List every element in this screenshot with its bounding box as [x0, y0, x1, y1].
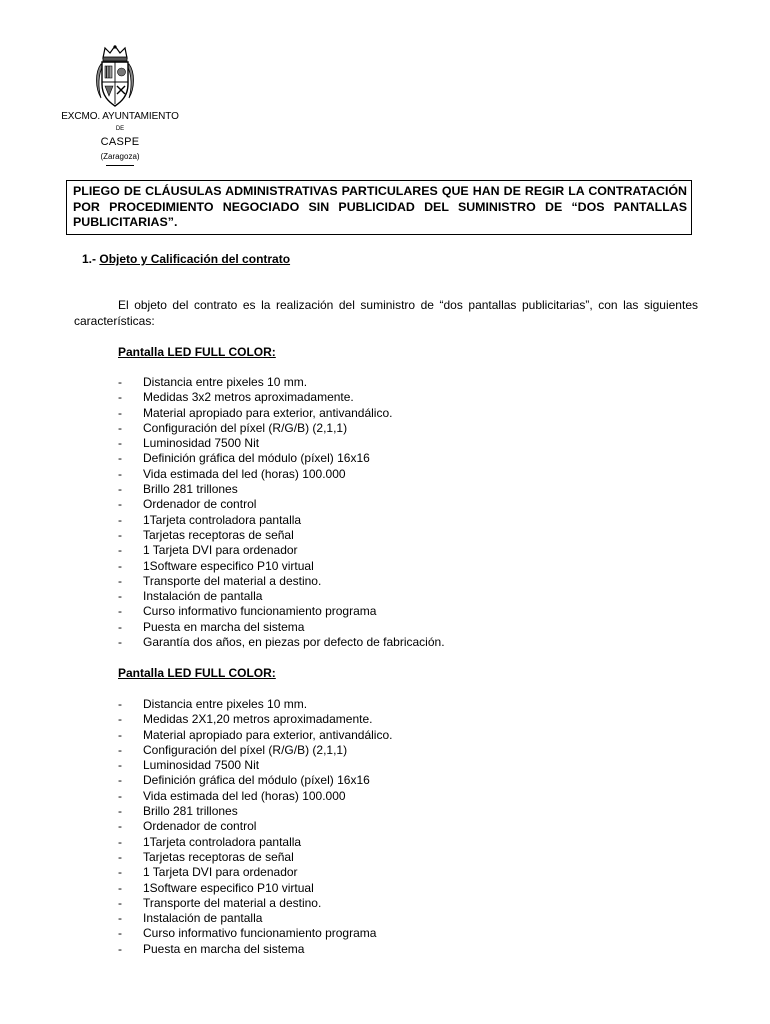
list-item-text: Distancia entre pixeles 10 mm.	[143, 697, 308, 711]
bullet-dash: -	[118, 482, 122, 497]
bullet-dash: -	[118, 375, 122, 389]
bullet-dash: -	[118, 619, 122, 634]
bullet-dash: -	[118, 697, 122, 711]
bullet-dash: -	[118, 804, 122, 819]
list-item-text: Curso informativo funcionamiento programa	[143, 604, 377, 619]
bullet-dash: -	[118, 865, 122, 880]
list-item-text: Configuración del píxel (R/G/B) (2,1,1)	[143, 742, 348, 757]
list-item	[118, 467, 445, 482]
list-item	[118, 559, 445, 574]
list-item-text: Tarjetas receptoras de señal	[143, 849, 294, 864]
list-item	[118, 743, 392, 758]
list-item-text: 1Tarjeta controladora pantalla	[143, 834, 302, 849]
bullet-dash: -	[118, 742, 122, 757]
org-name: EXCMO. AYUNTAMIENTO	[61, 111, 179, 122]
list-item-text: Ordenador de control	[143, 819, 257, 834]
list-item	[118, 728, 392, 743]
bullet-dash: -	[118, 911, 122, 926]
list-item-text: Vida estimada del led (horas) 100.000	[143, 788, 346, 803]
screen-1-heading: Pantalla LED FULL COLOR:	[118, 345, 276, 359]
list-item	[118, 635, 445, 650]
bullet-dash: -	[118, 604, 122, 619]
list-item	[118, 528, 445, 543]
list-item-text: Curso informativo funcionamiento programa	[143, 926, 377, 941]
bullet-dash: -	[118, 895, 122, 910]
list-item	[118, 497, 445, 512]
intro-paragraph: El objeto del contrato es la realización del suministro de “dos pantallas publicitarias”, con las siguientes características:	[74, 298, 698, 328]
org-preposition: DE	[115, 126, 125, 132]
list-item	[118, 543, 445, 558]
list-item-text: Puesta en marcha del sistema	[143, 941, 305, 956]
list-item	[118, 881, 392, 896]
list-item-text: Transporte del material a destino.	[143, 573, 322, 588]
list-item	[118, 712, 392, 727]
list-item	[118, 574, 445, 589]
bullet-dash: -	[118, 926, 122, 941]
bullet-dash: -	[118, 941, 122, 956]
list-item	[118, 697, 392, 712]
bullet-dash: -	[118, 436, 122, 451]
list-item	[118, 865, 392, 880]
list-item-text: 1Tarjeta controladora pantalla	[143, 512, 302, 527]
bullet-dash: -	[118, 390, 122, 405]
bullet-dash: -	[118, 635, 122, 650]
org-town: CASPE	[100, 136, 140, 148]
coat-of-arms-icon	[93, 44, 137, 108]
list-item-text: Puesta en marcha del sistema	[143, 619, 305, 634]
list-item-text: Tarjetas receptoras de señal	[143, 527, 294, 542]
list-item	[118, 589, 445, 604]
section-title: Objeto y Calificación del contrato	[99, 252, 291, 266]
bullet-dash: -	[118, 466, 122, 481]
list-item	[118, 819, 392, 834]
list-item-text: Instalación de pantalla	[143, 589, 263, 604]
bullet-dash: -	[118, 712, 122, 727]
bullet-dash: -	[118, 527, 122, 542]
list-item	[118, 896, 392, 911]
list-item-text: Ordenador de control	[143, 497, 257, 512]
list-item	[118, 835, 392, 850]
bullet-dash: -	[118, 758, 122, 773]
bullet-dash: -	[118, 773, 122, 788]
screen-1-spec-list	[118, 375, 445, 650]
list-item	[118, 758, 392, 773]
list-item	[118, 604, 445, 619]
list-item-text: Material apropiado para exterior, antivandálico.	[143, 727, 393, 742]
bullet-dash: -	[118, 727, 122, 742]
list-item	[118, 421, 445, 436]
list-item-text: Configuración del píxel (R/G/B) (2,1,1)	[143, 420, 348, 435]
screen-2-spec-list	[118, 697, 392, 957]
bullet-dash: -	[118, 543, 122, 558]
org-province: (Zaragoza)	[100, 152, 140, 161]
list-item	[118, 911, 392, 926]
list-item	[118, 850, 392, 865]
list-item-text: Instalación de pantalla	[143, 911, 263, 926]
list-item	[118, 451, 445, 466]
bullet-dash: -	[118, 497, 122, 512]
section-number: 1.-	[82, 252, 97, 266]
list-item	[118, 406, 445, 421]
list-item-text: Material apropiado para exterior, antivandálico.	[143, 405, 393, 420]
list-item-text: Luminosidad 7500 Nit	[143, 436, 260, 451]
list-item	[118, 789, 392, 804]
list-item-text: Medidas 3x2 metros aproximadamente.	[143, 390, 354, 405]
bullet-dash: -	[118, 834, 122, 849]
list-item	[118, 773, 392, 788]
list-item-text: 1Software especifico P10 virtual	[143, 880, 314, 895]
list-item	[118, 482, 445, 497]
list-item-text: Definición gráfica del módulo (píxel) 16x16	[143, 451, 370, 466]
letterhead	[52, 112, 188, 166]
bullet-dash: -	[118, 849, 122, 864]
bullet-dash: -	[118, 420, 122, 435]
bullet-dash: -	[118, 451, 122, 466]
section-heading	[82, 252, 290, 266]
list-item-text: 1 Tarjeta DVI para ordenador	[143, 543, 298, 558]
list-item-text: 1Software especifico P10 virtual	[143, 558, 314, 573]
bullet-dash: -	[118, 558, 122, 573]
list-item-text: Garantía dos años, en piezas por defecto de fabricación.	[143, 635, 445, 650]
list-item	[118, 926, 392, 941]
list-item-text: Distancia entre pixeles 10 mm.	[143, 375, 308, 389]
bullet-dash: -	[118, 512, 122, 527]
document-title: PLIEGO DE CLÁUSULAS ADMINISTRATIVAS PARTICULARES QUE HAN DE REGIR LA CONTRATACIÓN POR PROCEDIMIENTO NEGOCIADO SIN PUBLICIDAD DEL SUMINISTRO DE “DOS PANTALLAS PUBLICITARIAS”.	[66, 180, 692, 235]
letterhead-rule	[106, 165, 134, 166]
bullet-dash: -	[118, 880, 122, 895]
list-item-text: Transporte del material a destino.	[143, 895, 322, 910]
list-item	[118, 942, 392, 957]
list-item	[118, 436, 445, 451]
list-item	[118, 620, 445, 635]
list-item-text: Luminosidad 7500 Nit	[143, 758, 260, 773]
list-item-text: Medidas 2X1,20 metros aproximadamente.	[143, 712, 373, 727]
list-item	[118, 390, 445, 405]
list-item	[118, 804, 392, 819]
list-item-text: 1 Tarjeta DVI para ordenador	[143, 865, 298, 880]
screen-2-heading: Pantalla LED FULL COLOR:	[118, 666, 276, 680]
bullet-dash: -	[118, 589, 122, 604]
bullet-dash: -	[118, 405, 122, 420]
list-item	[118, 513, 445, 528]
list-item-text: Brillo 281 trillones	[143, 482, 238, 497]
list-item-text: Brillo 281 trillones	[143, 804, 238, 819]
list-item-text: Vida estimada del led (horas) 100.000	[143, 466, 346, 481]
bullet-dash: -	[118, 819, 122, 834]
list-item	[118, 375, 445, 390]
bullet-dash: -	[118, 788, 122, 803]
bullet-dash: -	[118, 573, 122, 588]
list-item-text: Definición gráfica del módulo (píxel) 16x16	[143, 773, 370, 788]
